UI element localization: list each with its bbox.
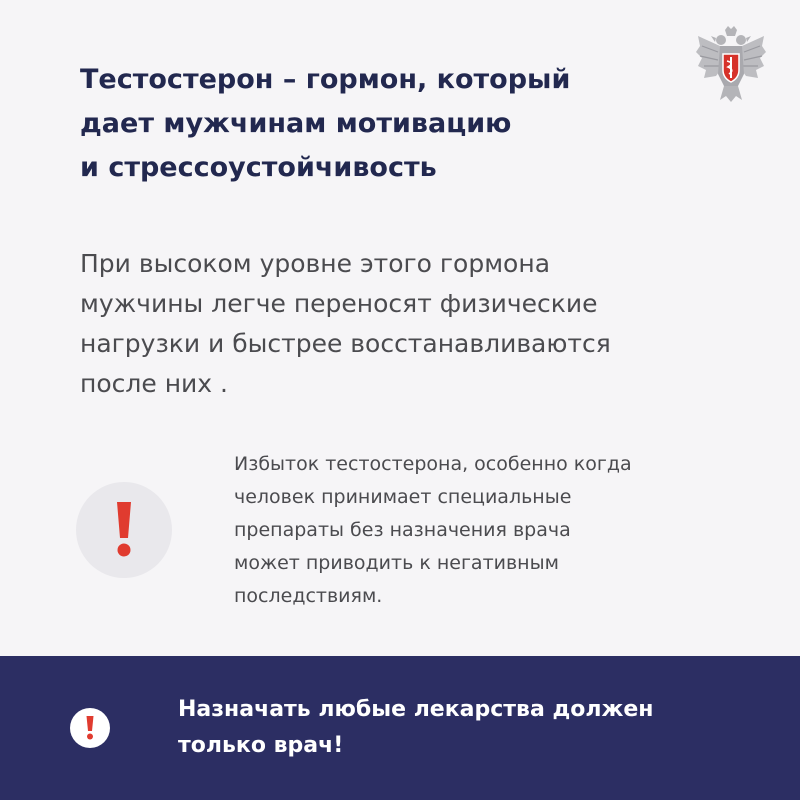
title-line: дает мужчинам мотивацию — [80, 108, 512, 139]
intro-line: При высоком уровне этого гормона — [80, 249, 551, 278]
banner-badge — [70, 708, 110, 748]
exclamation-icon — [85, 715, 95, 741]
warning-line: может приводить к негативным — [234, 552, 559, 574]
exclamation-icon — [112, 500, 136, 560]
intro-line: мужчины легче переносят физические — [80, 289, 598, 318]
warning-line: Избыток тестостерона, особенно когда — [234, 453, 632, 475]
banner-line: только врач! — [178, 733, 344, 758]
warning-text — [234, 448, 754, 613]
warning-line: человек принимает специальные — [234, 486, 572, 508]
intro-paragraph — [80, 244, 740, 404]
title-line: и стрессоустойчивость — [80, 152, 437, 183]
title-line: Тестостерон – гормон, который — [80, 64, 571, 95]
coat-of-arms-icon — [694, 24, 768, 104]
intro-line: нагрузки и быстрее восстанавливаются — [80, 329, 611, 358]
warning-line: последствиям. — [234, 585, 383, 607]
warning-badge — [76, 482, 172, 578]
page-title — [80, 58, 680, 190]
banner-text — [178, 692, 758, 764]
intro-line: после них . — [80, 369, 228, 398]
bottom-banner — [0, 656, 800, 800]
banner-line: Назначать любые лекарства должен — [178, 697, 654, 722]
warning-line: препараты без назначения врача — [234, 519, 571, 541]
